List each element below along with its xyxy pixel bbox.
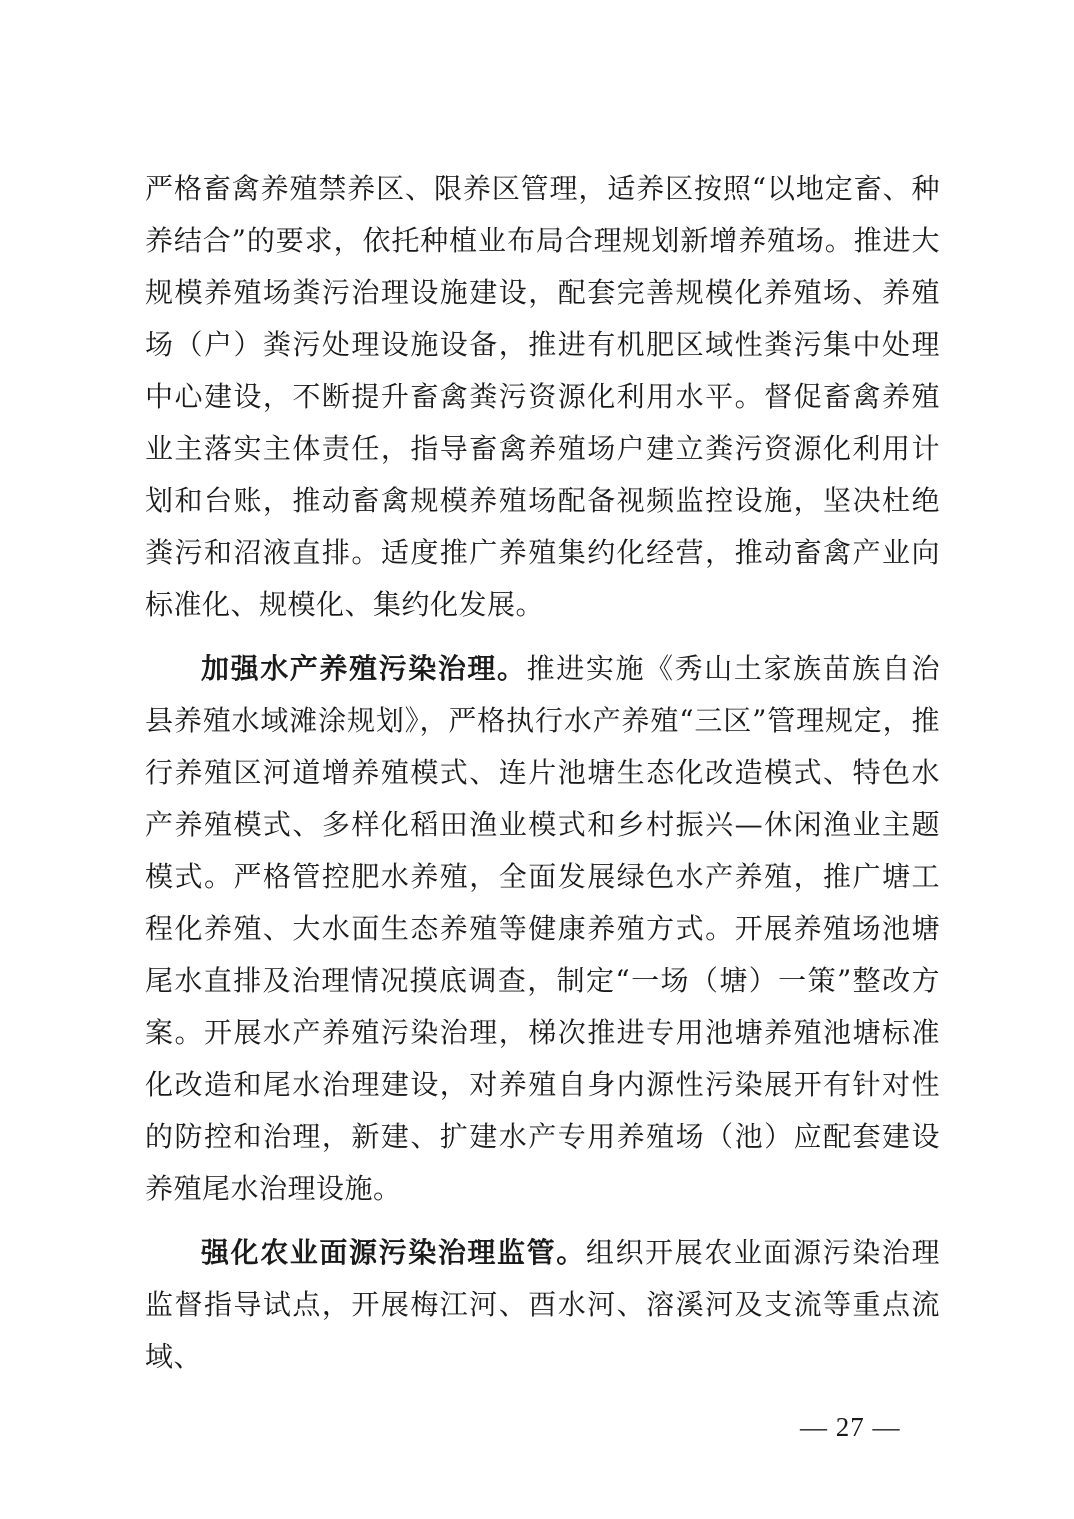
document-body <box>145 163 940 1395</box>
paragraph-text: 严格畜禽养殖禁养区、限养区管理，适养区按照“以地定畜、种养结合”的要求，依托种植业布局合理规划新增养殖场。推进大规模养殖场粪污治理设施建设，配套完善规模化养殖场、养殖场（户）粪污处理设施设备，推进有机肥区域性粪污集中处理中心建设，不断提升畜禽粪污资源化利用水平。督促畜禽养殖业主落实主体责任，指导畜禽养殖场户建立粪污资源化利用计划和台账，推动畜禽规模养殖场配备视频监控设施，坚决杜绝粪污和沼液直排。适度推广养殖集约化经营，推动畜禽产业向标准化、规模化、集约化发展。 <box>145 172 940 621</box>
paragraph-text: 推进实施《秀山土家族苗族自治县养殖水域滩涂规划》，严格执行水产养殖“三区”管理规定，推行养殖区河道增养殖模式、连片池塘生态化改造模式、特色水产养殖模式、多样化稻田渔业模式和乡村振兴—休闲渔业主题模式。严格管控肥水养殖，全面发展绿色水产养殖，推广塘工程化养殖、大水面生态养殖等健康养殖方式。开展养殖场池塘尾水直排及治理情况摸底调查，制定“一场（塘）一策”整改方案。开展水产养殖污染治理，梯次推进专用池塘养殖池塘标准化改造和尾水治理建设，对养殖自身内源性污染展开有针对性的防控和治理，新建、扩建水产专用养殖场（池）应配套建设养殖尾水治理设施。 <box>145 652 940 1205</box>
paragraph-livestock <box>145 163 940 631</box>
paragraph-supervision <box>145 1227 940 1383</box>
paragraph-lead: 强化农业面源污染治理监管。 <box>201 1236 586 1269</box>
paragraph-lead: 加强水产养殖污染治理。 <box>201 652 527 685</box>
paragraph-text: 组织开展农业面源污染治理监督指导试点，开展梅江河、酉水河、溶溪河及支流等重点流域、 <box>145 1236 940 1373</box>
page-number: — 27 — <box>800 1412 901 1442</box>
paragraph-aquaculture <box>145 643 940 1215</box>
